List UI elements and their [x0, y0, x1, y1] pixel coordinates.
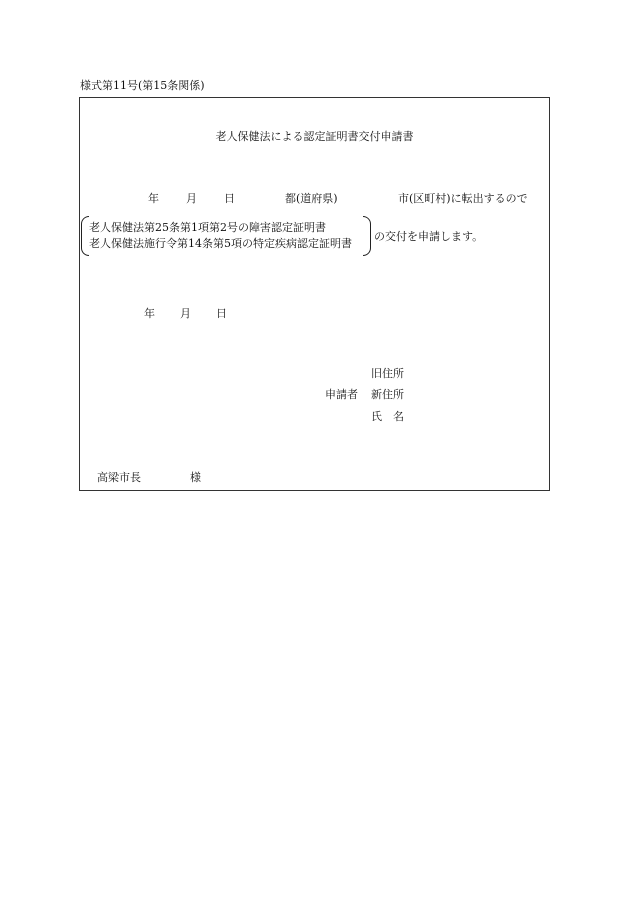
transfer-city-phrase: 市(区町村)に転出するので [398, 192, 528, 205]
certificate-option-specific-disease: 老人保健法施行令第14条第5項の特定疾病認定証明書 [89, 237, 352, 250]
left-bracket [81, 216, 89, 256]
transfer-prefecture-label: 都(道府県) [285, 192, 338, 205]
date-year-label: 年 [144, 307, 155, 320]
form-title: 老人保健法による認定証明書交付申請書 [215, 130, 414, 143]
certificate-option-disability: 老人保健法第25条第1項第2号の障害認定証明書 [89, 221, 326, 234]
date-day-label: 日 [216, 307, 227, 320]
transfer-day-label: 日 [224, 192, 235, 205]
applicant-label: 申請者 [325, 388, 358, 401]
name-label: 氏 名 [371, 410, 404, 423]
right-bracket [363, 216, 371, 256]
addressee-office: 高梁市長 [97, 471, 141, 484]
date-month-label: 月 [180, 307, 191, 320]
application-form [79, 97, 550, 491]
addressee-honorific: 様 [190, 471, 201, 484]
form-number-label: 様式第11号(第15条関係) [80, 79, 205, 92]
transfer-year-label: 年 [148, 192, 159, 205]
transfer-month-label: 月 [186, 192, 197, 205]
old-address-label: 旧住所 [371, 367, 404, 380]
application-phrase: の交付を申請します。 [374, 230, 484, 243]
new-address-label: 新住所 [371, 388, 404, 401]
certificate-options [81, 216, 371, 256]
